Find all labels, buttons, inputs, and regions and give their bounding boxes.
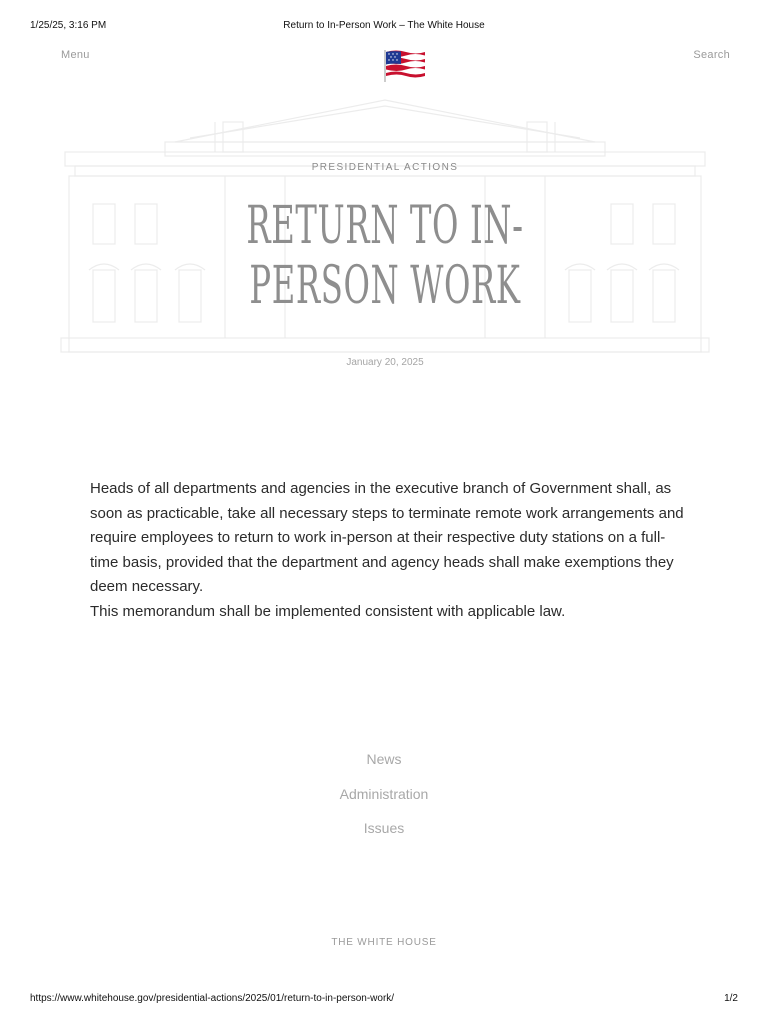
print-url: https://www.whitehouse.gov/presidential-actions/2025/01/return-to-in-person-work/ <box>30 993 395 1004</box>
page-title-line-2: PERSON WORK <box>249 256 521 316</box>
footer-link-issues[interactable]: Issues <box>363 820 405 836</box>
print-timestamp: 1/25/25, 3:16 PM <box>30 20 107 31</box>
footer-link-news[interactable]: News <box>366 751 402 767</box>
print-footer <box>30 993 738 1007</box>
footer-nav <box>0 748 768 852</box>
page-title-line-1: RETURN TO IN- <box>246 196 524 256</box>
us-flag-icon[interactable] <box>381 48 427 84</box>
hero-section <box>55 92 715 368</box>
menu-button[interactable]: Menu <box>61 49 90 61</box>
search-button[interactable]: Search <box>693 49 730 61</box>
category-label[interactable]: PRESIDENTIAL ACTIONS <box>311 162 459 173</box>
print-page-title: Return to In-Person Work – The White House <box>283 20 485 31</box>
publish-date: January 20, 2025 <box>346 357 424 368</box>
footer-brand[interactable]: THE WHITE HOUSE <box>331 937 437 948</box>
footer-link-administration[interactable]: Administration <box>339 785 429 802</box>
article-body <box>90 477 690 624</box>
page-title <box>180 196 589 316</box>
print-page-number: 1/2 <box>724 993 738 1004</box>
article-paragraph: This memorandum shall be implemented consistent with applicable law. <box>90 602 566 620</box>
print-header <box>30 20 738 34</box>
article-paragraph: Heads of all departments and agencies in the executive branch of Government shall, as soon as practicable, take all necessary steps to terminate remote work arrangements and require employees to return to work in-person at their respective duty stations on a full-time basis, provided that the department and agency heads shall make exemptions they deem necessary. <box>90 480 684 595</box>
